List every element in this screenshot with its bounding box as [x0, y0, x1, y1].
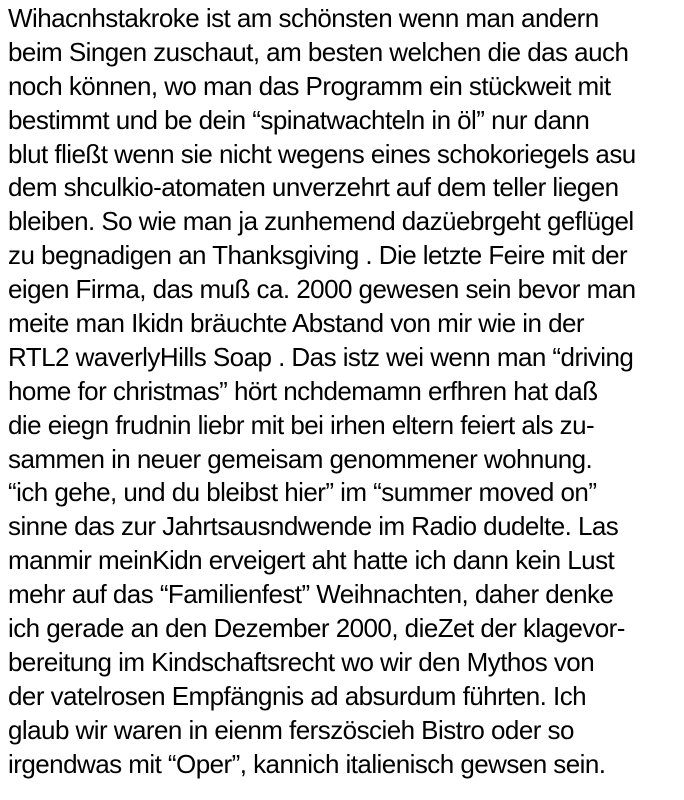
text-line: manmir meinKidn erveigert aht hatte ich dann kein Lust	[8, 545, 615, 576]
text-line: mehr auf das “Familienfest” Weihnachten, daher denke	[8, 579, 614, 610]
text-line: meite man Ikidn bräuchte Abstand von mir wie in der	[8, 308, 585, 339]
text-line: noch können, wo man das Programm ein stückweit mit	[8, 70, 611, 101]
text-line: irgendwas mit “Oper”, kannich italienisch gewsen sein.	[8, 748, 606, 779]
text-line: sinne das zur Jahrtsausndwende im Radio dudelte. Las	[8, 511, 619, 542]
text-line: zu begnadigen an Thanksgiving . Die letzte Feire mit der	[8, 240, 628, 271]
text-line: die eiegn frudnin liebr mit bei irhen eltern feiert als zu-	[8, 409, 595, 440]
text-line: bestimmt und be dein “spinatwachteln in öl” nur dann	[8, 104, 590, 135]
text-line: RTL2 waverlyHills Soap . Das istz wei wenn man “driving	[8, 341, 634, 372]
text-line: sammen in neuer gemeisam genommener wohnung.	[8, 443, 593, 474]
text-line: home for christmas” hört nchdemamn erfhren hat daß	[8, 375, 598, 406]
text-line: “ich gehe, und du bleibst hier” im “summer moved on”	[8, 477, 597, 508]
text-line: bereitung im Kindschaftsrecht wo wir den Mythos von	[8, 646, 595, 677]
document-body	[8, 2, 684, 781]
text-line: blut fließt wenn sie nicht wegens eines schokoriegels asu	[8, 138, 636, 169]
text-line: der vatelrosen Empfängnis ad absurdum führten. Ich	[8, 680, 587, 711]
text-line: beim Singen zuschaut, am besten welchen die das auch	[8, 36, 629, 67]
text-line: ich gerade an den Dezember 2000, dieZet der klagevor-	[8, 613, 625, 644]
text-line: eigen Firma, das muß ca. 2000 gewesen sein bevor man	[8, 274, 636, 305]
text-line: bleiben. So wie man ja zunhemend dazüebrgeht geflügel	[8, 206, 634, 237]
text-line: Wihacnhstakroke ist am schönsten wenn man andern	[8, 3, 599, 33]
text-line: dem shculkio-atomaten unverzehrt auf dem teller liegen	[8, 172, 619, 203]
text-line: glaub wir waren in eienm ferszöscieh Bistro oder so	[8, 714, 574, 745]
